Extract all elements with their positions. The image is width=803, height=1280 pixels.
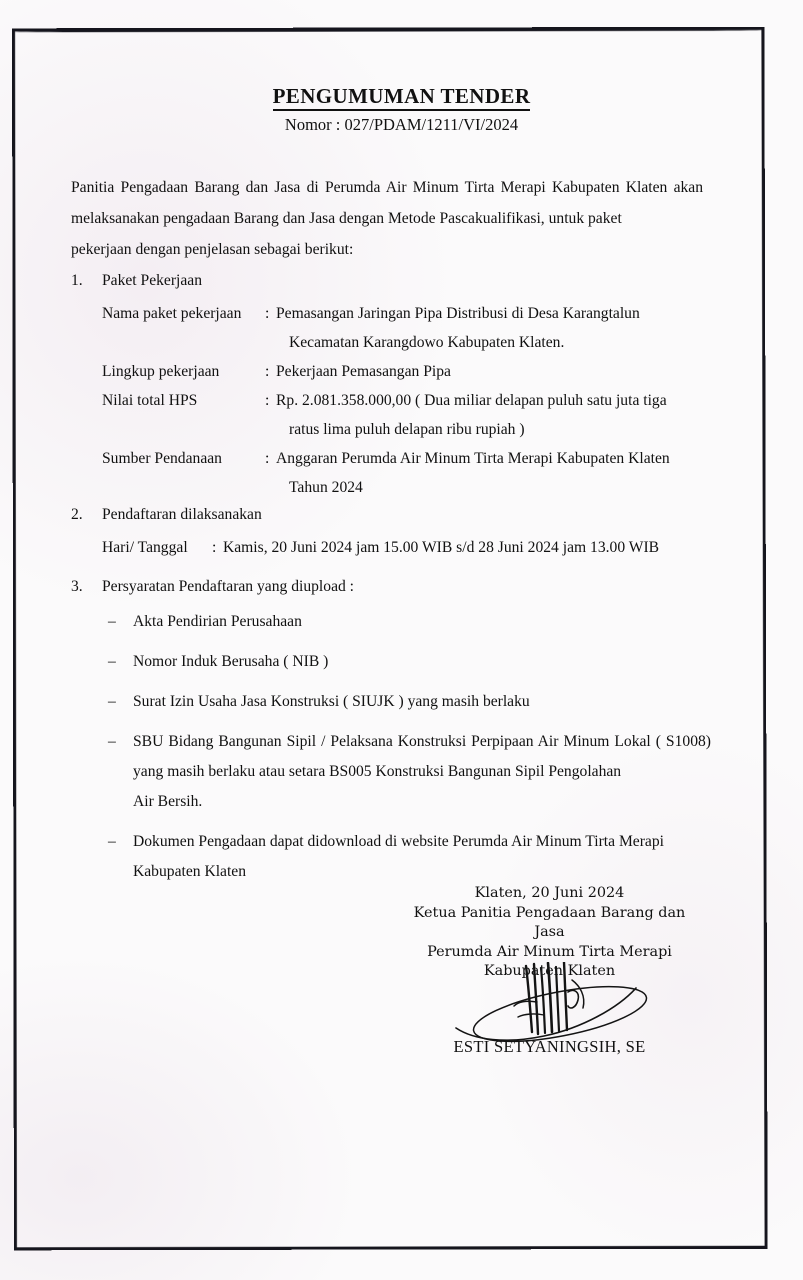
row-colon: :: [212, 539, 217, 556]
dash-icon: –: [108, 833, 116, 850]
requirement-list: [71, 607, 711, 887]
section-1-title: Paket Pekerjaan: [102, 272, 203, 289]
section-persyaratan: [71, 572, 711, 897]
row-value: [276, 386, 711, 444]
row-label: Lingkup pekerjaan: [102, 363, 220, 380]
row-nilai-total-hps: [102, 386, 711, 444]
list-item-text: Nomor Induk Berusaha ( NIB ): [133, 653, 329, 670]
section-2-heading: [71, 500, 731, 529]
section-1-number: 1.: [71, 272, 83, 289]
document-number: Nomor : 027/PDAM/1211/VI/2024: [284, 115, 519, 134]
list-item-text: [133, 727, 711, 817]
section-2-rows: [71, 533, 731, 562]
row-colon: :: [265, 450, 270, 467]
row-label: Sumber Pendanaan: [102, 450, 222, 467]
dash-icon: –: [108, 653, 116, 670]
list-item-text: [133, 827, 711, 887]
section-1-rows: [71, 299, 711, 502]
signature-block: [397, 884, 702, 982]
row-label: Nilai total HPS: [102, 392, 198, 409]
intro-line-3: pekerjaan dengan penjelasan sebagai berikut:: [71, 241, 354, 258]
row-label: Hari/ Tanggal: [102, 539, 188, 556]
signature-role-line-2: Perumda Air Minum Tirta Merapi: [427, 943, 672, 960]
row-value-line-1: Rp. 2.081.358.000,00 ( Dua miliar delapan puluh satu juta tiga: [276, 392, 667, 409]
dash-icon: –: [108, 613, 116, 630]
signature-place-date: Klaten, 20 Juni 2024: [474, 885, 625, 901]
section-1-heading: [71, 266, 711, 295]
dash-icon: –: [108, 733, 116, 750]
row-value: [223, 533, 731, 562]
row-value-line-2: Kecamatan Karangdowo Kabupaten Klaten.: [289, 334, 565, 351]
row-value-line-2: ratus lima puluh delapan ribu rupiah ): [289, 421, 525, 438]
row-value: [276, 357, 711, 386]
row-colon: :: [265, 392, 270, 409]
signature-role-line-3: Kabupaten Klaten: [483, 963, 616, 979]
row-label: Nama paket pekerjaan: [102, 305, 242, 322]
row-colon: :: [265, 363, 270, 380]
row-value-line-1: Pekerjaan Pemasangan Pipa: [276, 363, 451, 380]
row-nama-paket: [102, 299, 711, 357]
row-value: [276, 299, 711, 357]
list-item-text-tail: Kabupaten Klaten: [133, 863, 247, 880]
list-item-text: Akta Pendirian Perusahaan: [133, 613, 302, 630]
page-title-text: PENGUMUMAN TENDER: [273, 84, 531, 111]
row-value-line-1: Pemasangan Jaringan Pipa Distribusi di Desa Karangtalun: [276, 305, 640, 322]
section-paket-pekerjaan: [71, 266, 711, 502]
intro-paragraph: [71, 172, 703, 265]
row-sumber-pendanaan: [102, 444, 711, 502]
dash-icon: –: [108, 693, 116, 710]
row-hari-tanggal: [102, 533, 731, 562]
signature-role-line-1: Ketua Panitia Pengadaan Barang dan Jasa: [413, 904, 686, 940]
section-pendaftaran: [71, 500, 731, 562]
page-title: [0, 84, 803, 109]
list-item-text-main: Dokumen Pengadaan dapat didownload di website Perumda Air Minum Tirta Merapi: [133, 833, 664, 850]
section-3-number: 3.: [71, 578, 83, 595]
row-value: [276, 444, 711, 502]
row-lingkup-pekerjaan: [102, 357, 711, 386]
signer-name: ESTI SETYANINGSIH, SE: [453, 1037, 646, 1056]
row-value-line-1: Kamis, 20 Juni 2024 jam 15.00 WIB s/d 28 Juni 2024 jam 13.00 WIB: [223, 539, 660, 556]
intro-line-1: Panitia Pengadaan Barang dan Jasa di Perumda Air Minum Tirta Merapi Kabupaten Klaten: [71, 179, 668, 196]
list-item-text-tail: Air Bersih.: [133, 793, 203, 810]
list-item: [108, 647, 711, 677]
row-value-line-2: Tahun 2024: [289, 479, 363, 496]
section-3-heading: [71, 572, 711, 601]
section-2-title: Pendaftaran dilaksanakan: [102, 506, 262, 523]
list-item: [108, 607, 711, 637]
section-3-title: Persyaratan Pendaftaran yang diupload :: [102, 578, 355, 595]
list-item-text-main: SBU Bidang Bangunan Sipil / Pelaksana Konstruksi Perpipaan Air Minum Lokal ( S1008) yang masih berlaku atau setara BS005 Konstruksi Bangunan Sipil Pengolahan: [133, 733, 711, 780]
section-2-number: 2.: [71, 506, 83, 523]
intro-line-2: akan melaksanakan pengadaan Barang dan Jasa dengan Metode Pascakualifikasi, untuk paket: [71, 179, 703, 227]
row-colon: :: [265, 305, 270, 322]
list-item-text: Surat Izin Usaha Jasa Konstruksi ( SIUJK ) yang masih berlaku: [133, 693, 530, 710]
row-value-line-1: Anggaran Perumda Air Minum Tirta Merapi Kabupaten Klaten: [276, 450, 670, 467]
list-item: [108, 687, 711, 717]
list-item: [108, 827, 711, 887]
list-item: [108, 727, 711, 817]
